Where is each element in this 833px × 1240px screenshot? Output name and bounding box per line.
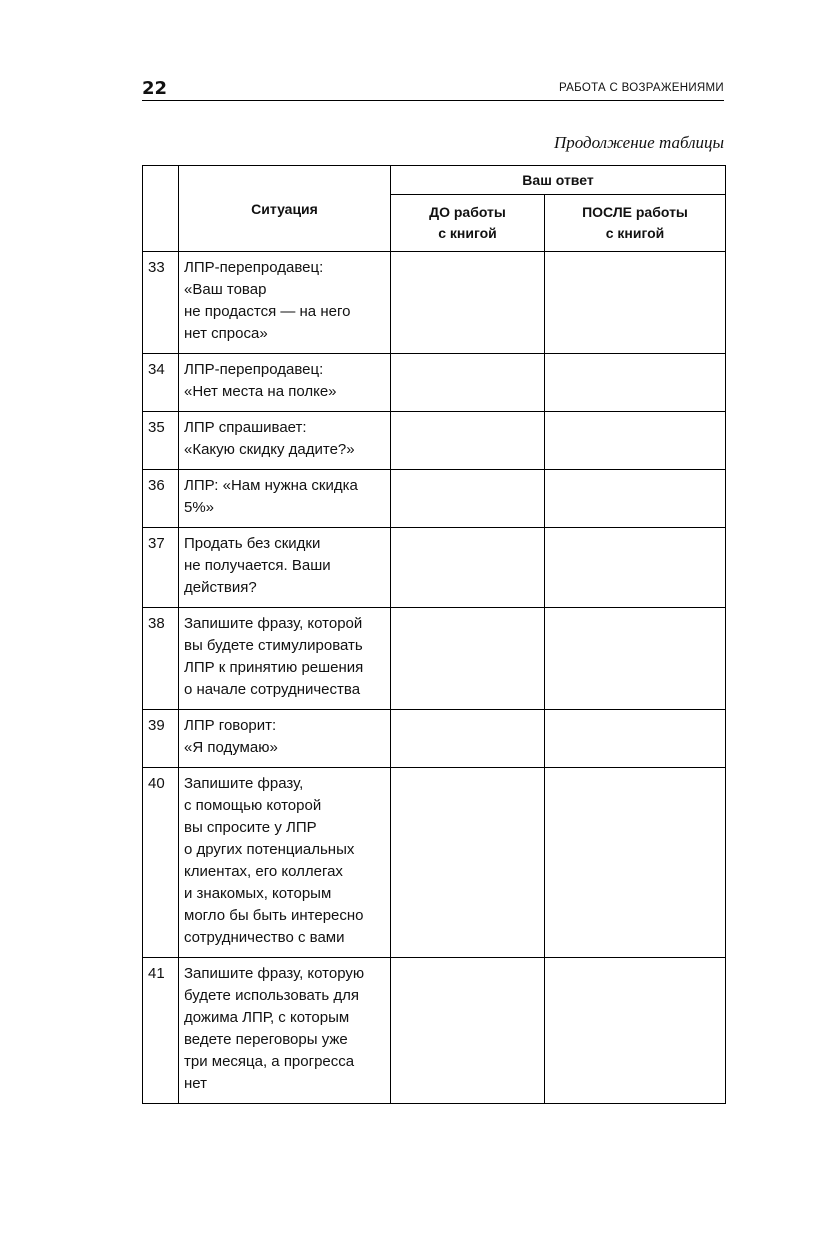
situation-text-line: будете использовать для [184, 987, 359, 1004]
answer-after-cell[interactable] [545, 710, 726, 768]
table-row [143, 710, 726, 768]
situation-cell [179, 470, 391, 528]
row-number: 40 [143, 768, 179, 958]
before-column-header [391, 195, 545, 252]
row-number: 34 [143, 354, 179, 412]
table-row [143, 768, 726, 958]
situation-text-line: ЛПР спрашивает: [184, 419, 307, 436]
answer-after-cell[interactable] [545, 354, 726, 412]
situation-text-line: сотрудничество с вами [184, 929, 345, 946]
number-column-header [143, 166, 179, 252]
situation-cell [179, 354, 391, 412]
situation-text-line: Продать без скидки [184, 535, 321, 552]
situation-text-line: «Ваш товар [184, 281, 267, 298]
table-row [143, 354, 726, 412]
situation-text-line: клиентах, его коллегах [184, 863, 343, 880]
situation-text-line: вы спросите у ЛПР [184, 819, 317, 836]
situation-text-line: «Какую скидку дадите?» [184, 441, 355, 458]
answer-after-cell[interactable] [545, 768, 726, 958]
answer-column-header: Ваш ответ [391, 166, 726, 195]
table-row [143, 412, 726, 470]
answer-after-cell[interactable] [545, 412, 726, 470]
answer-after-cell[interactable] [545, 528, 726, 608]
situation-cell [179, 768, 391, 958]
answer-before-cell[interactable] [391, 958, 545, 1104]
row-number: 36 [143, 470, 179, 528]
situation-column-header: Ситуация [179, 166, 391, 252]
before-header-line: с книгой [438, 225, 497, 241]
after-header-line: ПОСЛЕ работы [582, 204, 688, 220]
situation-text-line: действия? [184, 579, 257, 596]
row-number: 35 [143, 412, 179, 470]
table-row [143, 608, 726, 710]
situation-text-line: ЛПР к принятию решения [184, 659, 364, 676]
table-row [143, 528, 726, 608]
before-header-line: ДО работы [429, 204, 506, 220]
table-row [143, 470, 726, 528]
situation-cell [179, 608, 391, 710]
after-header-line: с книгой [605, 225, 665, 241]
situation-text-line: ЛПР-перепродавец: [184, 361, 324, 378]
situation-text-line: «Нет места на полке» [184, 383, 337, 400]
situation-text-line: не продастся — на него [184, 303, 351, 320]
situation-text-line: ЛПР: «Нам нужна скидка [184, 477, 358, 494]
situation-text-line: с помощью которой [184, 797, 322, 814]
after-column-header [545, 195, 726, 252]
situation-text-line: ведете переговоры уже [184, 1031, 348, 1048]
answer-before-cell[interactable] [391, 768, 545, 958]
answer-after-cell[interactable] [545, 470, 726, 528]
answer-before-cell[interactable] [391, 608, 545, 710]
situation-text-line: Запишите фразу, которой [184, 615, 363, 632]
row-number: 33 [143, 252, 179, 354]
situation-text-line: «Я подумаю» [184, 739, 278, 756]
answer-after-cell[interactable] [545, 608, 726, 710]
situation-cell [179, 528, 391, 608]
table-row [143, 958, 726, 1104]
situation-text-line: 5%» [184, 499, 215, 516]
table-body [143, 252, 726, 1104]
situation-text-line: и знакомых, которым [184, 885, 332, 902]
situation-cell [179, 252, 391, 354]
row-number: 41 [143, 958, 179, 1104]
situation-text-line: Запишите фразу, [184, 775, 304, 792]
exercise-table [142, 165, 726, 1104]
answer-before-cell[interactable] [391, 252, 545, 354]
situation-text-line: три месяца, а прогресса [184, 1053, 355, 1070]
answer-after-cell[interactable] [545, 252, 726, 354]
table-row [143, 252, 726, 354]
answer-before-cell[interactable] [391, 354, 545, 412]
situation-text-line: нет спроса» [184, 325, 268, 342]
situation-cell [179, 958, 391, 1104]
situation-text-line: о начале сотрудничества [184, 681, 361, 698]
page-number: 22 [142, 78, 168, 99]
answer-after-cell[interactable] [545, 958, 726, 1104]
situation-text-line: Запишите фразу, которую [184, 965, 365, 982]
situation-text-line: ЛПР-перепродавец: [184, 259, 324, 276]
table-caption: Продолжение таблицы [553, 133, 724, 152]
situation-text-line: не получается. Ваши [184, 557, 331, 574]
answer-before-cell[interactable] [391, 470, 545, 528]
situation-text-line: могло бы быть интересно [184, 907, 364, 924]
situation-text-line: о других потенциальных [184, 841, 355, 858]
situation-cell [179, 412, 391, 470]
situation-cell [179, 710, 391, 768]
running-title: РАБОТА С ВОЗРАЖЕНИЯМИ [558, 82, 724, 94]
answer-before-cell[interactable] [391, 528, 545, 608]
answer-before-cell[interactable] [391, 710, 545, 768]
answer-before-cell[interactable] [391, 412, 545, 470]
situation-text-line: дожима ЛПР, с которым [184, 1009, 350, 1026]
situation-text-line: вы будете стимулировать [184, 637, 363, 654]
row-number: 38 [143, 608, 179, 710]
situation-text-line: ЛПР говорит: [184, 717, 277, 734]
situation-text-line: нет [184, 1075, 207, 1092]
row-number: 39 [143, 710, 179, 768]
header-divider [142, 100, 724, 101]
row-number: 37 [143, 528, 179, 608]
